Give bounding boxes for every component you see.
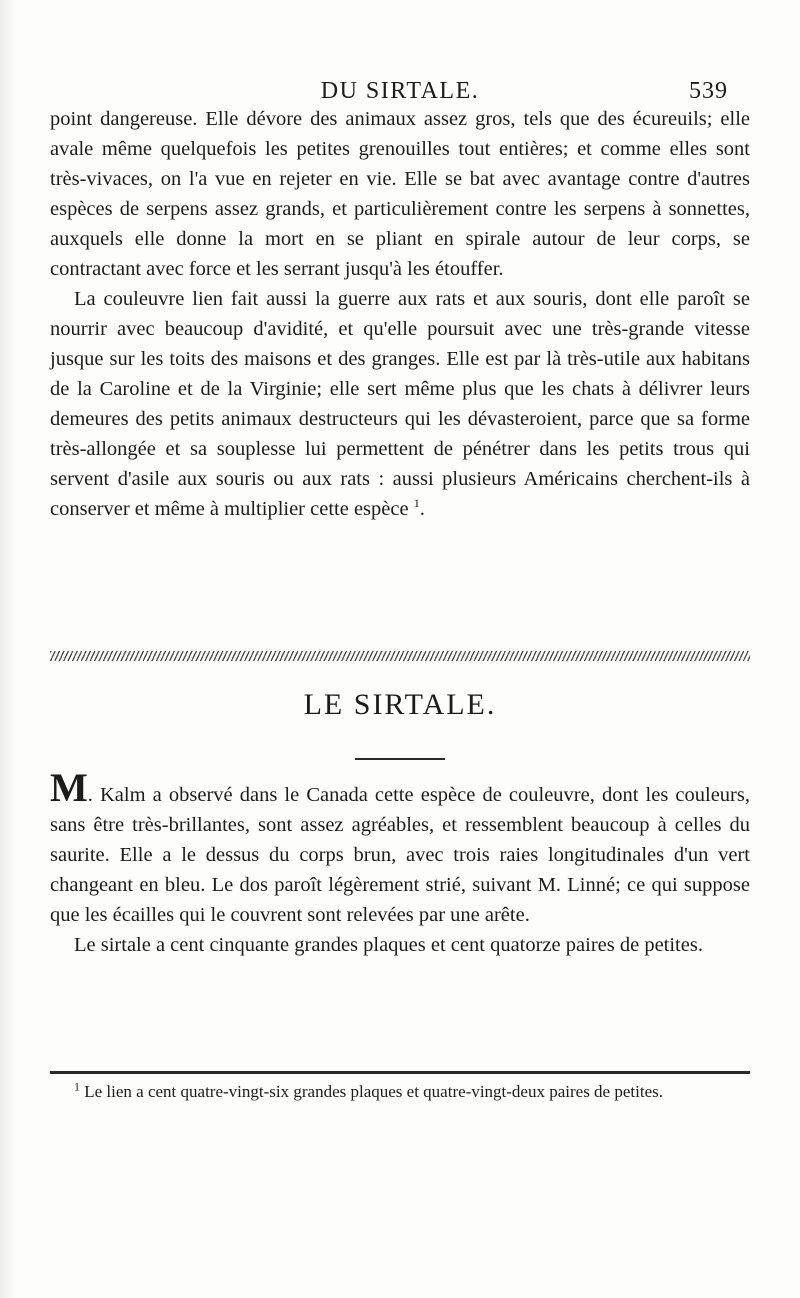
drop-cap: M (50, 765, 88, 810)
section-paragraph-1-text: . Kalm a observé dans le Canada cette espèce de couleuvre, dont les couleurs, sans être très-brillantes, sont assez agréables, et ressemblent beaucoup à celles du saurite. Elle a le dessus du corps brun, avec trois raies longitudinales d'un vert changeant en bleu. Le dos paroît légèrement strié, suivant M. Linné; ce qui suppose que les écailles qui le couvrent sont relevées par une arête. (50, 784, 750, 926)
paragraph-2: La couleuvre lien fait aussi la guerre aux rats et aux souris, dont elle paroît se nourrir avec beaucoup d'avidité, et qu'elle poursuit avec une très-grande vitesse jusque sur les toits des maisons et des granges. Elle est par là très-utile aux habitans de la Caroline et de la Virginie; elle sert même plus que les chats à délivrer leurs demeures des petits animaux destructeurs qui les dévasteroient, parce que sa forme très-allongée et sa souplesse lui permettent de pénétrer dans les petits trous qui servent d'asile aux souris ou aux rats : aussi plusieurs Américains cherchent-ils à conserver et même à multiplier cette espèce $^1$. (50, 288, 750, 520)
section-paragraph-2: Le sirtale a cent cinquante grandes plaques et cent quatorze paires de petites. (74, 934, 703, 956)
footnote-marker: 1 (74, 1079, 80, 1094)
footnote-paragraph (50, 1080, 750, 1104)
title-rule (355, 758, 445, 760)
running-title: DU SIRTALE. (320, 78, 480, 104)
footnote-reference: 1 (413, 496, 420, 511)
section-title: LE SIRTALE. (303, 688, 497, 721)
footnote-rule (50, 1071, 750, 1074)
paragraph-2-text: La couleuvre lien fait aussi la guerre aux rats et aux souris, dont elle paroît se nourrir avec beaucoup d'avidité, et qu'elle poursuit avec une très-grande vitesse jusque sur les toits des maisons et des granges. Elle est par là très-utile aux habitans de la Caroline et de la Virginie; elle sert même plus que les chats à délivrer leurs demeures des petits animaux destructeurs qui les dévasteroient, parce que sa forme très-allongée et sa souplesse lui permettent de pénétrer dans les petits trous qui servent d'asile aux souris ou aux rats : aussi plusieurs Américains cherchent-ils à conserver et même à multiplier cette espèce (50, 288, 750, 520)
footnote (50, 1080, 750, 1104)
continued-text (50, 104, 750, 524)
section-text (50, 765, 750, 960)
page-number: 539 (689, 78, 728, 104)
paragraph-1: point dangereuse. Elle dévore des animaux assez gros, tels que des écureuils; elle avale même quelquefois les petites grenouilles tout entières; et comme elles sont très-vivaces, on l'a vue en rejeter en vie. Elle se bat avec avantage contre d'autres espèces de serpens assez grands, et particulièrement contre les serpens à sonnettes, auxquels elle donne la mort en se pliant en spirale autour de leur corps, se contractant avec force et les serrant jusqu'à les étouffer. (50, 108, 750, 280)
gutter-shadow (0, 0, 16, 1298)
section-paragraph-1 (50, 765, 750, 930)
footnote-text: Le lien a cent quatre-vingt-six grandes plaques et quatre-vingt-deux paires de petites. (84, 1082, 663, 1101)
ornamental-rule (50, 651, 750, 661)
